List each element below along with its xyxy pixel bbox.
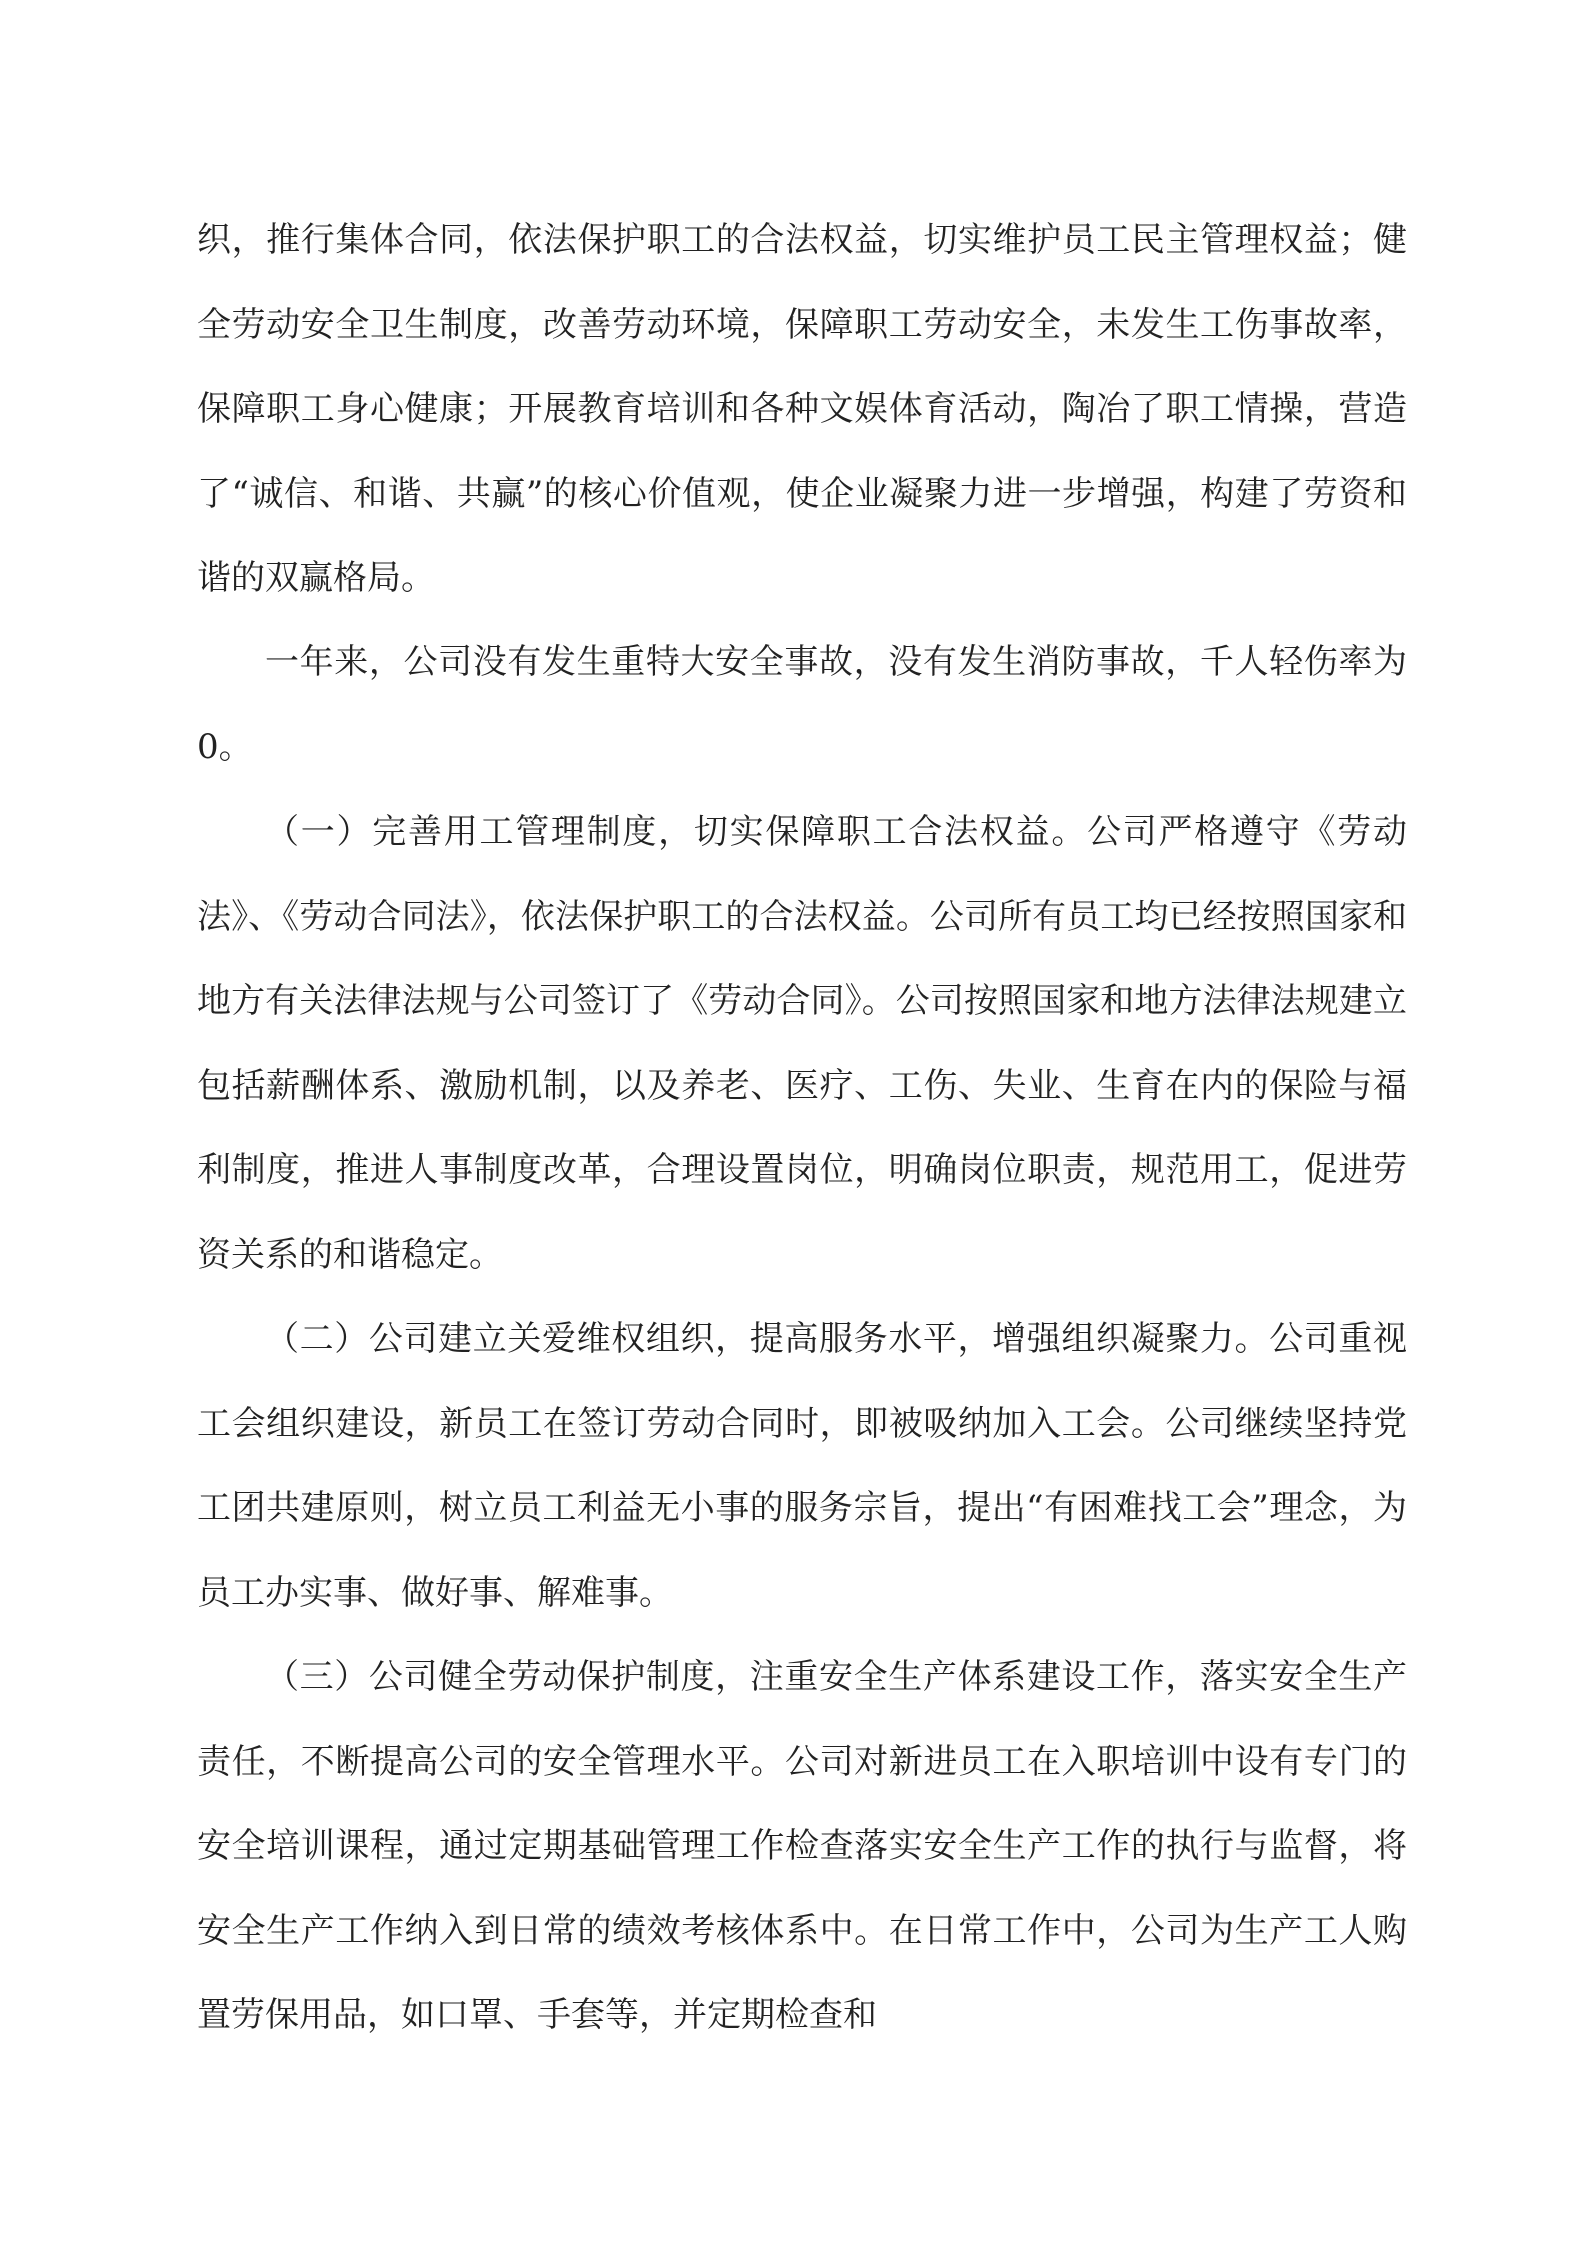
paragraph-section-2: （二）公司建立关爱维权组织，提高服务水平，增强组织凝聚力。公司重视工会组织建设，新员工在签订劳动合同时，即被吸纳加入工会。公司继续坚持党工团共建原则，树立员工利益无小事的服务宗旨，提出“有困难找工会”理念，为员工办实事、做好事、解难事。 bbox=[197, 1319, 1407, 1613]
paragraph-safety-summary: 一年来，公司没有发生重特大安全事故，没有发生消防事故，千人轻伤率为0。 bbox=[197, 642, 1407, 767]
paragraph-continuation: 织，推行集体合同，依法保护职工的合法权益，切实维护员工民主管理权益；健全劳动安全卫生制度，改善劳动环境，保障职工劳动安全，未发生工伤事故率，保障职工身心健康；开展教育培训和各种文娱体育活动，陶冶了职工情操，营造了“诚信、和谐、共赢”的核心价值观，使企业凝聚力进一步增强，构建了劳资和谐的双赢格局。 bbox=[197, 220, 1407, 598]
paragraph-section-1: （一）完善用工管理制度，切实保障职工合法权益。公司严格遵守《劳动法》、《劳动合同法》，依法保护职工的合法权益。公司所有员工均已经按照国家和地方有关法律法规与公司签订了《劳动合同》。公司按照国家和地方法律法规建立包括薪酬体系、激励机制，以及养老、医疗、工伤、失业、生育在内的保险与福利制度，推进人事制度改革，合理设置岗位，明确岗位职责，规范用工，促进劳资关系的和谐稳定。 bbox=[197, 812, 1407, 1275]
paragraph-section-3: （三）公司健全劳动保护制度，注重安全生产体系建设工作，落实安全生产责任，不断提高公司的安全管理水平。公司对新进员工在入职培训中设有专门的安全培训课程，通过定期基础管理工作检查落实安全生产工作的执行与监督，将安全生产工作纳入到日常的绩效考核体系中。在日常工作中，公司为生产工人购置劳保用品，如口罩、手套等，并定期检查和 bbox=[197, 1657, 1407, 2035]
